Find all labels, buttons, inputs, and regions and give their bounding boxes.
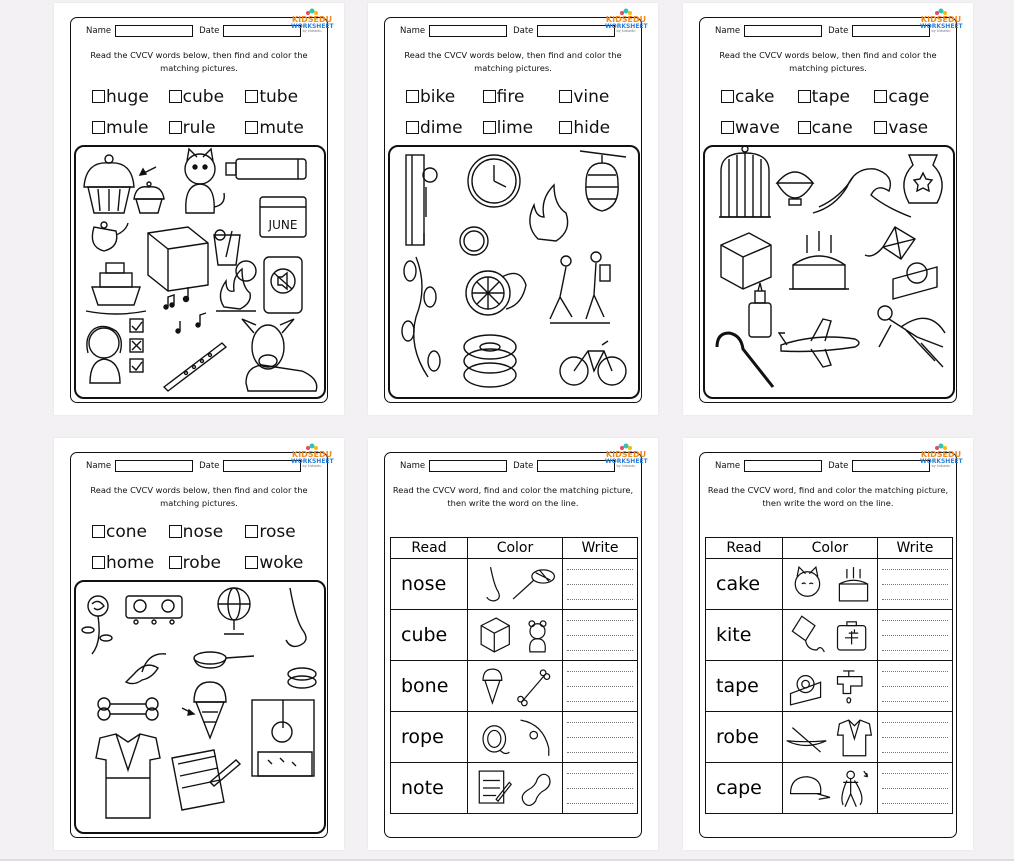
date-field[interactable] — [537, 460, 615, 472]
write-header: Write — [877, 538, 952, 559]
word-checkbox[interactable]: fire — [483, 87, 560, 107]
donkey-icon[interactable] — [242, 319, 317, 391]
word-list — [92, 516, 322, 578]
lime-icon[interactable] — [466, 271, 526, 315]
name-field[interactable] — [744, 460, 822, 472]
read-word: robe — [706, 712, 783, 763]
name-field[interactable] — [429, 460, 507, 472]
read-word: cube — [391, 610, 468, 661]
kite-icon[interactable] — [792, 616, 824, 652]
write-lines[interactable] — [563, 664, 637, 708]
svg-text:JUNE: JUNE — [268, 218, 298, 232]
word-checkbox[interactable]: robe — [169, 553, 246, 573]
notepad-icon[interactable] — [172, 750, 240, 810]
word-checkbox[interactable]: bike — [406, 87, 483, 107]
read-header: Read — [391, 538, 468, 559]
nose-icon[interactable] — [286, 588, 306, 646]
music-notes-icon — [164, 287, 206, 333]
word-checkbox[interactable]: cage — [874, 87, 951, 107]
fishing-rod-icon[interactable] — [521, 720, 549, 756]
word-checkbox[interactable]: tape — [798, 87, 875, 107]
canoe-icon[interactable] — [787, 728, 826, 752]
robe-icon[interactable] — [96, 734, 160, 818]
name-field[interactable] — [115, 25, 193, 37]
name-label: Name — [86, 26, 112, 36]
table-row — [391, 610, 638, 661]
write-lines[interactable] — [563, 613, 637, 657]
bone-icon[interactable] — [518, 670, 550, 706]
name-date-row — [86, 25, 307, 37]
word-checkbox[interactable]: tube — [245, 87, 322, 107]
arrow-icon — [182, 708, 194, 715]
read-header: Read — [706, 538, 783, 559]
date-label: Date — [513, 461, 534, 471]
name-field[interactable] — [429, 25, 507, 37]
cake-icon[interactable] — [839, 567, 867, 601]
word-checkbox[interactable]: mule — [92, 118, 169, 138]
write-lines[interactable] — [878, 715, 952, 759]
table-row — [706, 559, 953, 610]
fire-icon[interactable] — [216, 269, 256, 311]
cat-icon[interactable] — [185, 149, 224, 213]
beehive-icon[interactable] — [580, 151, 626, 211]
table-row — [706, 661, 953, 712]
cube-icon[interactable] — [481, 618, 509, 652]
date-label: Date — [828, 26, 849, 36]
fire-icon[interactable] — [530, 185, 568, 241]
ship-icon[interactable] — [86, 263, 146, 314]
superhero-icon[interactable] — [878, 306, 945, 367]
date-field[interactable] — [537, 25, 615, 37]
kidsedu-logo: KIDSEDU WORKSHEET by kidsedu — [291, 8, 333, 40]
word-checkbox[interactable]: huge — [92, 87, 169, 107]
first-aid-icon[interactable] — [837, 622, 865, 650]
word-checkbox[interactable]: rule — [169, 118, 246, 138]
name-field[interactable] — [744, 25, 822, 37]
phone-mute-icon[interactable] — [264, 257, 302, 313]
table-row — [391, 559, 638, 610]
kidsedu-logo: KIDSEDU WORKSHEET by kidsedu — [291, 443, 333, 475]
word-checkbox[interactable]: vase — [874, 118, 951, 138]
word-checkbox[interactable]: cone — [92, 522, 169, 542]
worksheet-2 — [368, 3, 658, 415]
ice-cream-cone-icon[interactable] — [194, 682, 226, 738]
kidsedu-logo: KIDSEDU WORKSHEET by kidsedu — [920, 8, 962, 40]
table-row — [706, 610, 953, 661]
macaron-icon[interactable] — [288, 668, 316, 688]
worksheet-4 — [54, 438, 344, 850]
read-color-write-table — [390, 537, 638, 814]
name-field[interactable] — [115, 460, 193, 472]
instructions: Read the CVCV words below, then find and color the matching pictures. — [404, 50, 622, 73]
instructions: Read the CVCV words below, then find and color the matching pictures. — [90, 50, 308, 73]
table-row — [391, 763, 638, 814]
write-header: Write — [562, 538, 637, 559]
bone-icon[interactable] — [98, 698, 158, 720]
worksheet-5 — [368, 438, 658, 850]
cupcake-big-icon[interactable] — [84, 155, 134, 213]
word-checkbox[interactable]: dime — [406, 118, 483, 138]
instructions: Read the CVCV words below, then find and color the matching pictures. — [719, 50, 937, 73]
name-label: Name — [715, 26, 741, 36]
read-word: bone — [391, 661, 468, 712]
arrow-icon — [140, 167, 156, 175]
teapot-icon[interactable] — [92, 222, 128, 251]
picture-box — [703, 145, 955, 399]
word-checkbox[interactable]: lime — [483, 118, 560, 138]
word-checkbox[interactable]: hide — [559, 118, 636, 138]
worksheet-3 — [683, 3, 973, 415]
word-list — [721, 81, 951, 143]
cage-icon[interactable] — [719, 147, 771, 217]
color-header: Color — [782, 538, 877, 559]
date-label: Date — [828, 461, 849, 471]
word-checkbox[interactable]: home — [92, 553, 169, 573]
write-lines[interactable] — [563, 766, 637, 810]
date-field[interactable] — [852, 25, 930, 37]
name-date-row — [86, 460, 307, 472]
net-icon[interactable] — [513, 570, 554, 599]
worksheet-6 — [683, 438, 973, 850]
word-checkbox[interactable]: nose — [169, 522, 246, 542]
word-checkbox[interactable]: cane — [798, 118, 875, 138]
date-label: Date — [199, 26, 220, 36]
june-calendar-icon[interactable] — [260, 197, 306, 237]
kidsedu-logo: KIDSEDU WORKSHEET by kidsedu — [605, 8, 647, 40]
write-lines[interactable] — [878, 613, 952, 657]
read-word: kite — [706, 610, 783, 661]
cube-icon[interactable] — [148, 227, 208, 291]
tires-icon[interactable] — [464, 335, 516, 387]
flute-icon[interactable] — [164, 343, 226, 391]
rose-icon[interactable] — [82, 596, 112, 654]
table-row — [706, 763, 953, 814]
date-field[interactable] — [852, 460, 930, 472]
airplane-icon[interactable] — [779, 319, 859, 367]
robe-icon[interactable] — [837, 720, 871, 756]
instructions: Read the CVCV word, find and color the matching picture, then write the word on the line. — [707, 485, 949, 508]
tape-icon[interactable] — [790, 676, 820, 705]
word-checkbox[interactable]: woke — [245, 553, 322, 573]
name-date-row — [400, 25, 621, 37]
pan-icon[interactable] — [194, 652, 254, 668]
boy-hiding-icon[interactable] — [406, 155, 437, 245]
date-field[interactable] — [223, 25, 301, 37]
clock-icon[interactable] — [468, 155, 520, 207]
word-checkbox[interactable]: rose — [245, 522, 322, 542]
word-list — [92, 81, 322, 143]
kidsedu-logo: KIDSEDU WORKSHEET by kidsedu — [605, 443, 647, 475]
vase-icon[interactable] — [904, 155, 942, 203]
cape-icon[interactable] — [842, 771, 868, 807]
note-icon[interactable] — [479, 771, 511, 803]
write-lines[interactable] — [878, 766, 952, 810]
color-header: Color — [468, 538, 563, 559]
name-date-row — [715, 25, 936, 37]
globe-icon[interactable] — [218, 588, 250, 634]
peanut-icon[interactable] — [522, 774, 550, 805]
stove-icon[interactable] — [126, 596, 182, 624]
write-lines[interactable] — [878, 562, 952, 606]
write-lines[interactable] — [563, 562, 637, 606]
dime-icon[interactable] — [460, 227, 488, 255]
rice-bowl-icon[interactable] — [777, 172, 813, 205]
instructions: Read the CVCV words below, then find and color the matching pictures. — [90, 485, 308, 508]
name-label: Name — [400, 461, 426, 471]
vine-icon[interactable] — [402, 257, 440, 377]
word-checkbox[interactable]: wave — [721, 118, 798, 138]
cupcake-small-icon[interactable] — [134, 182, 164, 213]
hikers-icon[interactable] — [550, 252, 610, 323]
picture-box — [388, 145, 640, 399]
table-row — [391, 712, 638, 763]
girl-checklist-icon[interactable] — [87, 319, 143, 383]
rope-icon[interactable] — [483, 726, 509, 754]
wave-icon[interactable] — [813, 169, 911, 217]
read-word: cake — [706, 559, 783, 610]
instructions: Read the CVCV word, find and color the matching picture, then write the word on the line. — [392, 485, 634, 508]
table-row — [391, 661, 638, 712]
word-checkbox[interactable]: mute — [245, 118, 322, 138]
read-word: tape — [706, 661, 783, 712]
faucet-icon[interactable] — [837, 671, 861, 703]
word-checkbox[interactable]: cake — [721, 87, 798, 107]
dove-icon[interactable] — [126, 654, 166, 684]
worksheet-1 — [54, 3, 344, 415]
table-row — [706, 712, 953, 763]
read-color-write-table — [705, 537, 953, 814]
cube-icon[interactable] — [721, 233, 771, 289]
name-label: Name — [86, 461, 112, 471]
date-label: Date — [199, 461, 220, 471]
name-date-row — [400, 460, 621, 472]
glue-icon[interactable] — [749, 283, 771, 337]
nose-icon[interactable] — [487, 567, 500, 601]
tape-icon[interactable] — [893, 263, 937, 299]
ice-cream-icon[interactable] — [483, 669, 502, 703]
date-field[interactable] — [223, 460, 301, 472]
cake-icon[interactable] — [789, 231, 849, 289]
write-lines[interactable] — [563, 715, 637, 759]
cap-icon[interactable] — [790, 777, 829, 800]
lemonade-icon[interactable] — [214, 230, 256, 281]
bear-icon[interactable] — [529, 621, 546, 652]
word-list — [406, 81, 636, 143]
read-word: rope — [391, 712, 468, 763]
read-word: nose — [391, 559, 468, 610]
word-checkbox[interactable]: cube — [169, 87, 246, 107]
tube-icon[interactable] — [226, 159, 306, 179]
kidsedu-logo: KIDSEDU WORKSHEET by kidsedu — [920, 443, 962, 475]
cat-icon[interactable] — [795, 567, 819, 596]
read-word: note — [391, 763, 468, 814]
name-date-row — [715, 460, 936, 472]
name-label: Name — [400, 26, 426, 36]
word-checkbox[interactable]: vine — [559, 87, 636, 107]
cane-icon[interactable] — [717, 333, 773, 387]
name-label: Name — [715, 461, 741, 471]
kite-icon[interactable] — [865, 227, 915, 259]
picture-box — [74, 145, 326, 399]
boy-waking-icon[interactable] — [252, 700, 314, 776]
picture-box — [74, 580, 326, 834]
write-lines[interactable] — [878, 664, 952, 708]
bicycle-icon[interactable] — [560, 341, 626, 385]
read-word: cape — [706, 763, 783, 814]
date-label: Date — [513, 26, 534, 36]
